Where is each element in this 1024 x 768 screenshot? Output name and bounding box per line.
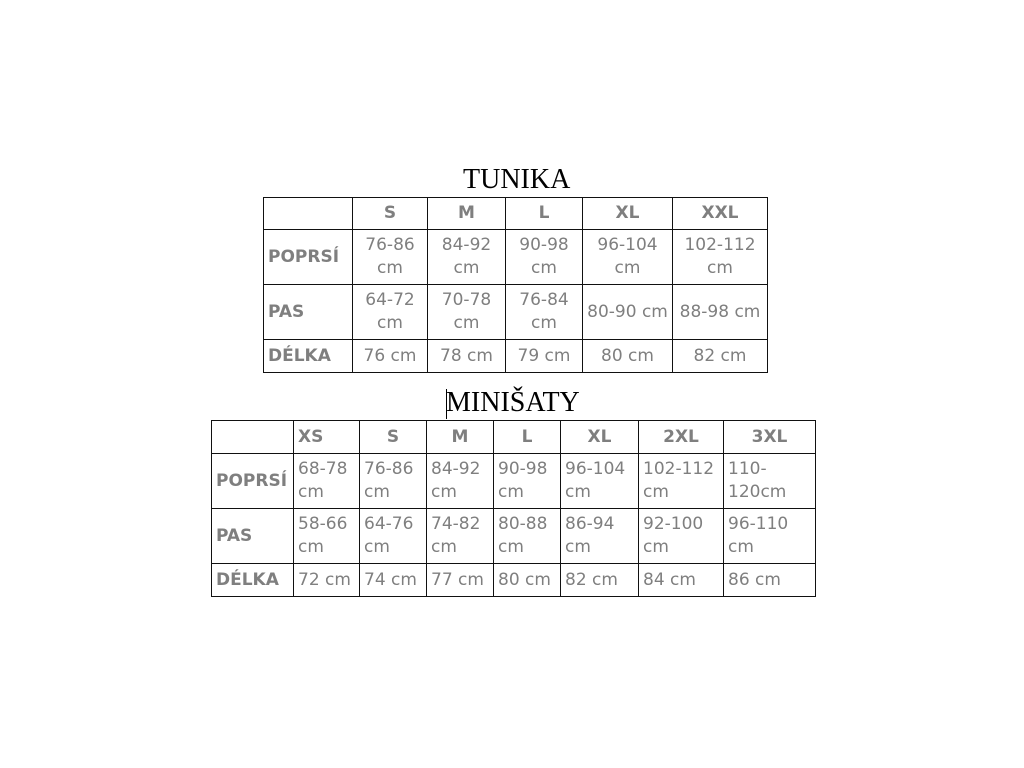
table-cell: 76 cm [353,340,428,373]
header-size-xl: XL [561,421,639,454]
table-cell: 90-98 cm [506,230,583,285]
table-cell: 80 cm [494,564,561,597]
header-size-3xl: 3XL [724,421,816,454]
table-cell: 84-92 cm [428,230,506,285]
table-cell: 74-82 cm [427,509,494,564]
table-cell: 96-104 cm [561,454,639,509]
minisaty-title: MINIŠATY [446,387,580,418]
table-cell: 88-98 cm [673,285,768,340]
table-cell: 76-86 cm [360,454,427,509]
table-cell: 68-78 cm [294,454,360,509]
row-label-delka: DÉLKA [212,564,294,597]
table-cell: 110-120cm [724,454,816,509]
table-row [212,509,816,564]
row-label-poprsi: POPRSÍ [264,230,353,285]
table-cell: 58-66 cm [294,509,360,564]
table-cell: 79 cm [506,340,583,373]
header-size-xs: XS [294,421,360,454]
table-cell: 82 cm [673,340,768,373]
table-cell: 70-78 cm [428,285,506,340]
table-cell: 82 cm [561,564,639,597]
table-cell: 80-90 cm [583,285,673,340]
table-cell: 76-84 cm [506,285,583,340]
tunika-size-table [263,197,768,373]
table-cell: 92-100 cm [639,509,724,564]
table-cell: 90-98 cm [494,454,561,509]
table-row [264,285,768,340]
header-size-s: S [360,421,427,454]
table-cell: 80-88 cm [494,509,561,564]
header-size-l: L [494,421,561,454]
table-cell: 72 cm [294,564,360,597]
header-size-2xl: 2XL [639,421,724,454]
minisaty-size-table [211,420,816,597]
row-label-pas: PAS [212,509,294,564]
table-cell: 86-94 cm [561,509,639,564]
table-cell: 74 cm [360,564,427,597]
header-size-xl: XL [583,198,673,230]
header-size-m: M [427,421,494,454]
header-corner-cell [212,421,294,454]
table-cell: 102-112 cm [639,454,724,509]
header-size-m: M [428,198,506,230]
tunika-title: TUNIKA [463,164,571,195]
table-row [212,564,816,597]
row-label-pas: PAS [264,285,353,340]
table-row [264,230,768,285]
table-cell: 86 cm [724,564,816,597]
table-cell: 64-76 cm [360,509,427,564]
table-cell: 96-104 cm [583,230,673,285]
table-row [212,454,816,509]
header-size-l: L [506,198,583,230]
header-corner-cell [264,198,353,230]
table-cell: 77 cm [427,564,494,597]
table-cell: 84-92 cm [427,454,494,509]
table-row [264,340,768,373]
table-header-row [264,198,768,230]
header-size-s: S [353,198,428,230]
table-header-row [212,421,816,454]
table-cell: 96-110 cm [724,509,816,564]
row-label-delka: DÉLKA [264,340,353,373]
table-cell: 76-86 cm [353,230,428,285]
table-cell: 102-112 cm [673,230,768,285]
row-label-poprsi: POPRSÍ [212,454,294,509]
header-size-xxl: XXL [673,198,768,230]
table-cell: 80 cm [583,340,673,373]
table-cell: 84 cm [639,564,724,597]
table-cell: 64-72 cm [353,285,428,340]
table-cell: 78 cm [428,340,506,373]
